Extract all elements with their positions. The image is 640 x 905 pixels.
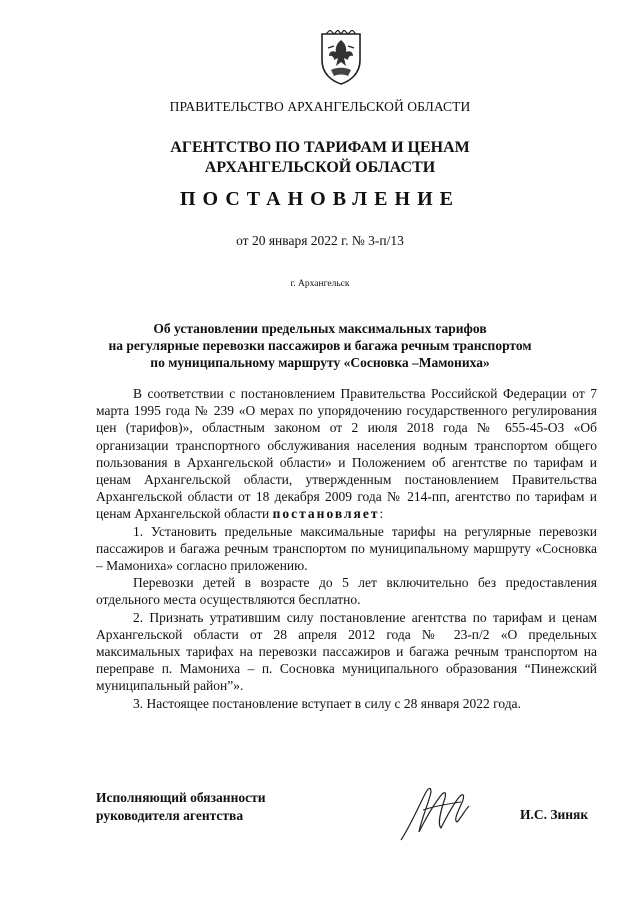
subject-line2: на регулярные перевозки пассажиров и багажа речным транспортом xyxy=(108,338,532,353)
signer-position-line2: руководителя агентства xyxy=(96,807,244,823)
agency-name xyxy=(0,138,640,178)
item-2-paragraph: 2. Признать утратившим силу постановление агентства по тарифам и ценам Архангельской области от 28 апреля 2012 года № 23-п/2 «О предельных максимальных тарифах на перевозки пассажиров и багажа речным транспортом на переправе п. Мамониха – п. Сосновка муниципального образования “Пинежский муниципальный район”». xyxy=(96,609,597,694)
decree-colon: : xyxy=(379,506,384,522)
decree-word: постановляет xyxy=(272,506,380,522)
handwritten-signature xyxy=(395,780,475,845)
document-subject xyxy=(0,320,640,371)
date-and-number: от 20 января 2022 г. № 3-п/13 xyxy=(236,233,404,248)
agency-name-line1: АГЕНТСТВО ПО ТАРИФАМ И ЦЕНАМ xyxy=(170,139,470,156)
subject-line1: Об установлении предельных максимальных тарифов xyxy=(153,321,487,336)
preamble-paragraph xyxy=(96,385,597,523)
signer-position-line1: Исполняющий обязанности xyxy=(96,790,266,805)
government-name: ПРАВИТЕЛЬСТВО АРХАНГЕЛЬСКОЙ ОБЛАСТИ xyxy=(169,99,471,114)
coat-of-arms-icon xyxy=(318,30,364,86)
document-body xyxy=(96,385,597,712)
item-1-paragraph: 1. Установить предельные максимальные тарифы на регулярные перевозки пассажиров и багажа речным транспортом по муниципальному маршруту «Сосновка – Мамониха» согласно приложению. xyxy=(96,523,597,574)
item-3-paragraph: 3. Настоящее постановление вступает в силу с 28 января 2022 года. xyxy=(133,695,521,711)
subject-line3: по муниципальному маршруту «Сосновка –Мамониха» xyxy=(150,355,490,370)
preamble-text: В соответствии с постановлением Правительства Российской Федерации от 7 марта 1995 года № 239 «О мерах по упорядочению государственного регулирования цен (тарифов)», областным законом от 2 июля 2018 года № 655-45-ОЗ «Об организации транспортного обслуживания населения водным транспортом общего пользования в Архангельской области» и Положением об агентстве по тарифам и ценам Архангельской области, утвержденным постановлением Правительства Архангельской области от 18 декабря 2009 года № 214-пп, агентство по тарифам и ценам Архангельской области xyxy=(96,386,597,522)
agency-name-line2: АРХАНГЕЛЬСКОЙ ОБЛАСТИ xyxy=(204,159,436,176)
document-type: ПОСТАНОВЛЕНИЕ xyxy=(180,188,460,210)
signer-name: И.С. Зиняк xyxy=(520,807,589,822)
city: г. Архангельск xyxy=(290,279,350,289)
item-1-note-paragraph: Перевозки детей в возрасте до 5 лет включительно без предоставления отдельного места осуществляются бесплатно. xyxy=(96,575,597,608)
signer-position xyxy=(96,789,266,824)
